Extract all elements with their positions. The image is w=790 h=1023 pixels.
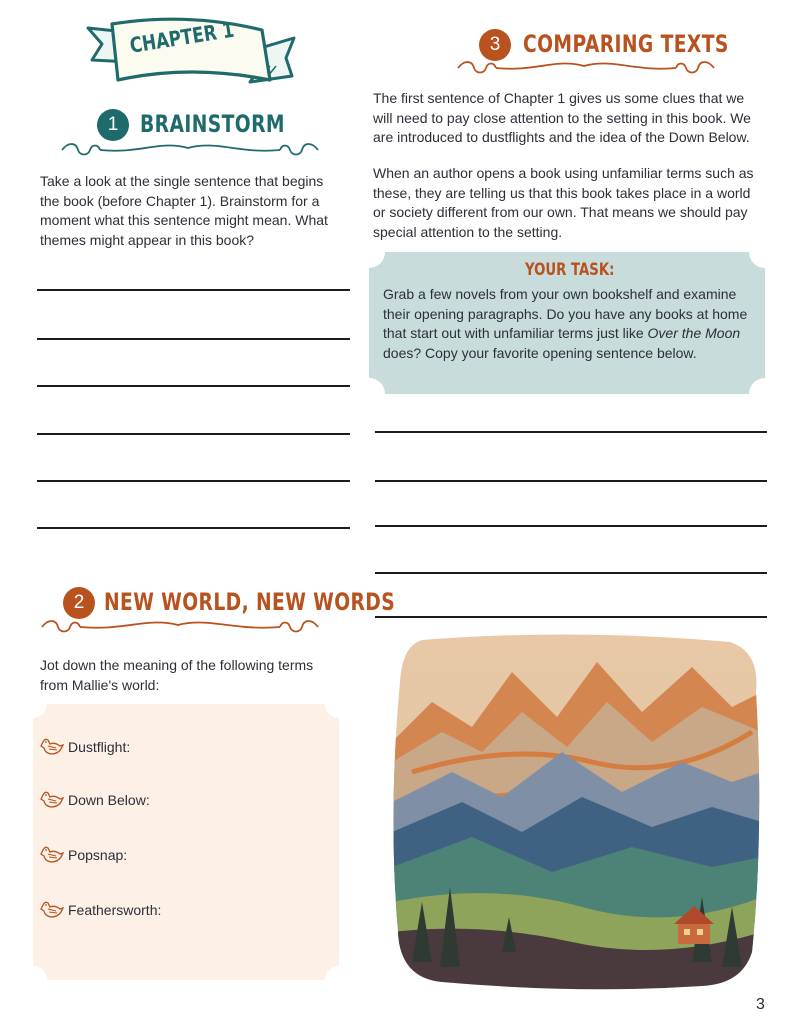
brainstorm-answer-line[interactable]: [37, 480, 350, 482]
task-book-title: Over the Moon: [647, 325, 741, 341]
term-item: [40, 844, 127, 866]
term-item: [40, 899, 161, 921]
newworld-flourish: [40, 617, 320, 637]
comparing-title: COMPARING TEXTS: [523, 30, 729, 58]
task-answer-line[interactable]: [375, 572, 767, 574]
task-answer-line[interactable]: [375, 480, 767, 482]
comparing-number: 3: [489, 34, 501, 55]
brainstorm-answer-line[interactable]: [37, 338, 350, 340]
newworld-number-badge: [63, 587, 95, 619]
brainstorm-answer-line[interactable]: [37, 385, 350, 387]
term-label: Dustflight:: [68, 739, 131, 755]
mountain-landscape-illustration: [392, 632, 762, 990]
chapter-banner-text: CHAPTER 1: [128, 17, 236, 58]
comparing-number-badge: [479, 29, 511, 61]
task-title: YOUR TASK:: [525, 260, 615, 280]
comparing-flourish: [456, 58, 716, 78]
term-label: Feathersworth:: [68, 902, 162, 918]
newworld-number: 2: [73, 592, 85, 613]
page-number: 3: [756, 996, 765, 1013]
comparing-paragraph-2: When an author opens a book using unfamiliar terms such as these, they are telling us that this book takes place in a world or society different from our own. That means we should pay special attention to the setting.: [373, 165, 754, 240]
pigeon-icon: [40, 736, 64, 758]
term-label: Popsnap:: [68, 847, 128, 863]
brainstorm-title: BRAINSTORM: [140, 110, 285, 138]
task-text-before: Grab a few novels from your own bookshelf and examine their opening paragraphs. Do you have any books at home that start out with unfamiliar terms just like: [383, 286, 748, 341]
pigeon-icon: [40, 844, 64, 866]
brainstorm-number-badge: [97, 109, 129, 141]
comparing-paragraph-1: The first sentence of Chapter 1 gives us some clues that we will need to pay close attention to the setting in this book. We are introduced to dustflights and the idea of the Down Below.: [373, 90, 751, 145]
brainstorm-number: 1: [107, 114, 119, 135]
term-item: [40, 736, 130, 758]
term-label: Down Below:: [68, 792, 150, 808]
term-item: [40, 789, 150, 811]
brainstorm-answer-line[interactable]: [37, 433, 350, 435]
brainstorm-answer-line[interactable]: [37, 527, 350, 529]
brainstorm-answer-line[interactable]: [37, 289, 350, 291]
task-answer-line[interactable]: [375, 431, 767, 433]
brainstorm-flourish: [60, 140, 320, 160]
newworld-prompt: Jot down the meaning of the following terms from Mallie's world:: [40, 657, 314, 693]
task-answer-line[interactable]: [375, 525, 767, 527]
brainstorm-prompt: Take a look at the single sentence that begins the book (before Chapter 1). Brainstorm for a moment what this sentence might mean. What themes might appear in this book?: [40, 173, 328, 248]
task-answer-line[interactable]: [375, 616, 767, 618]
pigeon-icon: [40, 899, 64, 921]
task-text-after: does? Copy your favorite opening sentence below.: [383, 344, 697, 361]
pigeon-icon: [40, 789, 64, 811]
chapter-banner: [78, 10, 300, 92]
task-instructions: [383, 285, 755, 363]
newworld-title: NEW WORLD, NEW WORDS: [104, 588, 396, 616]
